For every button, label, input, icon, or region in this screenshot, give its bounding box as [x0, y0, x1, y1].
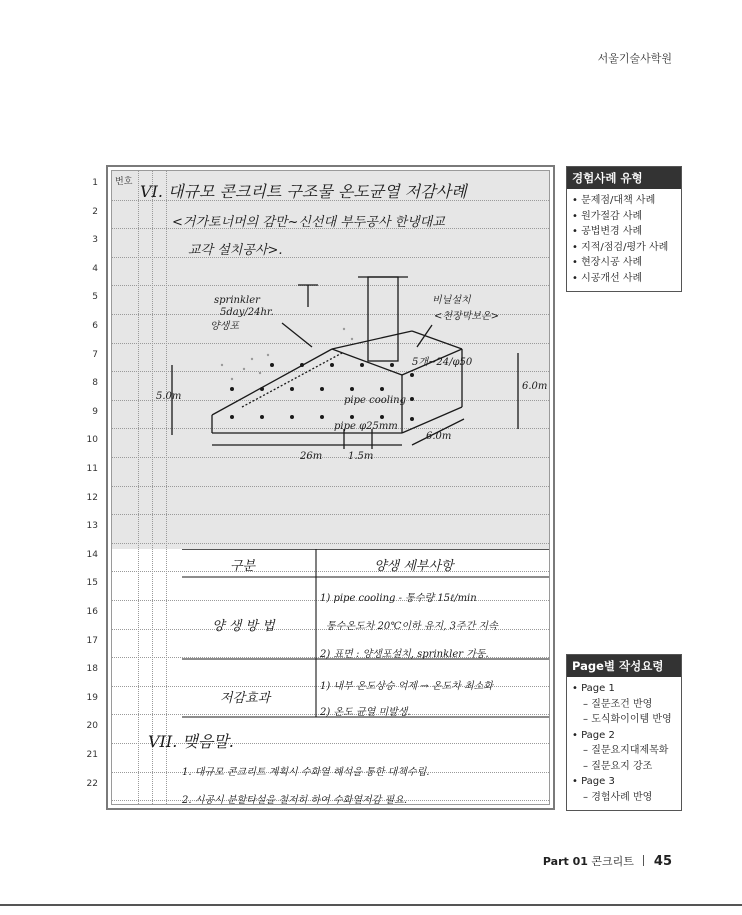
row-number: 10	[86, 435, 98, 445]
row-number: 1	[92, 178, 98, 188]
answer-sheet	[106, 165, 555, 810]
label-vinyl: 비닐설치	[432, 295, 471, 306]
row-number: 7	[92, 350, 98, 360]
row-number: 13	[86, 521, 98, 531]
row-number: 6	[92, 321, 98, 331]
row-number: 22	[86, 779, 98, 789]
label-depth: 6.0m	[426, 431, 452, 442]
row-number: 17	[86, 636, 98, 646]
footer-part: Part 01	[542, 855, 588, 868]
curing-diagram	[112, 269, 550, 527]
label-vinyl-note: <천장막보온>	[434, 311, 500, 322]
label-width: 26m	[300, 451, 323, 462]
page-item: • Page 1	[572, 683, 615, 694]
table-effect-1: 1) 내부 온도상승 억제 → 온도차 최소화	[320, 681, 493, 692]
curing-table	[112, 549, 550, 719]
sidebar-page-guide	[566, 654, 682, 811]
grid-row-line	[112, 543, 549, 544]
section-title: VI. 대규모 콘크리트 구조물 온도균열 저감사례	[140, 182, 467, 201]
conclusion-title: VII. 맺음말.	[148, 732, 234, 751]
row-number: 15	[86, 578, 98, 588]
page-item: • Page 3	[572, 776, 615, 787]
sidebar-case-types	[566, 166, 682, 292]
row-number: 3	[92, 235, 98, 245]
table-effect-label: 저감효과	[220, 691, 271, 706]
row-number: 19	[86, 693, 98, 703]
label-pipe-count: 5개~24/φ50	[412, 357, 473, 368]
subtitle-line-2: 교각 설치공사>.	[188, 243, 283, 258]
case-item: • 지적/점검/평가 사례	[572, 241, 669, 253]
footer-chapter: 콘크리트	[591, 855, 634, 868]
label-spacing: 1.5m	[348, 451, 374, 462]
number-column-label: 번호	[115, 177, 133, 187]
label-thickness: 5.0m	[156, 391, 182, 402]
bottom-rule	[0, 904, 742, 906]
subtitle-line: <거가토너머의 감만~신선대 부두공사 한냉대교	[172, 215, 445, 230]
table-method-1b: 통수온도차 20℃이하 유지, 3주간 지속	[326, 621, 498, 632]
label-sprinkler: sprinkler	[214, 295, 260, 306]
row-number: 14	[86, 550, 98, 560]
table-effect-2: 2) 온도 균열 미발생.	[320, 707, 411, 718]
page-item: • Page 2	[572, 729, 615, 741]
label-sprinkler-rate: 5day/24hr.	[220, 307, 274, 318]
row-number: 12	[86, 493, 98, 503]
row-number: 2	[92, 207, 98, 217]
page-footer	[543, 853, 672, 869]
sidebar-page-guide-title: Page별 작성요령	[567, 655, 681, 677]
row-number: 8	[92, 378, 98, 388]
academy-name: 서울기술사학원	[597, 52, 672, 65]
conclusion-line-1: 1. 대규모 콘크리트 계획시 수화열 해석을 통한 대책수립.	[182, 767, 430, 778]
page-subitem: – 질문요지 강조	[583, 760, 653, 772]
label-pipe-cooling: pipe cooling	[344, 395, 406, 406]
table-head-left: 구분	[230, 559, 256, 574]
conclusion-line-2: 2. 시공시 분할타설을 철저히 하여 수화열저감 필요.	[182, 795, 407, 805]
page-subitem: – 경험사례 반영	[583, 791, 653, 803]
table-head-right: 양생 세부사항	[374, 559, 454, 574]
row-number: 5	[92, 292, 98, 302]
sidebar-case-types-title: 경험사례 유형	[567, 167, 681, 189]
case-item: • 문제점/대책 사례	[572, 195, 656, 206]
page-subitem: – 질문요지대제목화	[583, 745, 669, 756]
table-method-label: 양 생 방 법	[212, 619, 275, 634]
row-number: 16	[86, 607, 98, 617]
answer-sheet-inner	[111, 170, 550, 805]
case-item: • 원가절감 사례	[572, 210, 643, 222]
table-method-1: 1) pipe cooling - 통수량 15ℓ/min	[320, 593, 477, 604]
page-number: 45	[653, 854, 672, 869]
page-subitem: – 도식화이이템 반영	[583, 714, 672, 725]
row-number: 11	[86, 464, 98, 474]
page-subitem: – 질문조건 반영	[583, 698, 653, 710]
label-curing-film: 양생포	[210, 321, 239, 332]
row-number: 21	[86, 750, 98, 760]
row-number: 9	[92, 407, 98, 417]
row-number: 18	[86, 664, 98, 674]
case-item: • 공법변경 사례	[572, 226, 643, 237]
table-method-2: 2) 표면 : 양생포설치, sprinkler 가동.	[320, 649, 489, 660]
row-number: 4	[92, 264, 98, 274]
label-pipe-dia: pipe φ25mm	[334, 421, 398, 432]
row-number: 20	[86, 721, 98, 731]
label-height: 6.0m	[522, 381, 548, 392]
case-item: • 시공개선 사례	[572, 272, 643, 284]
footer-separator	[643, 855, 644, 866]
case-item: • 현장시공 사례	[572, 257, 643, 268]
grid-row-line	[112, 257, 549, 258]
